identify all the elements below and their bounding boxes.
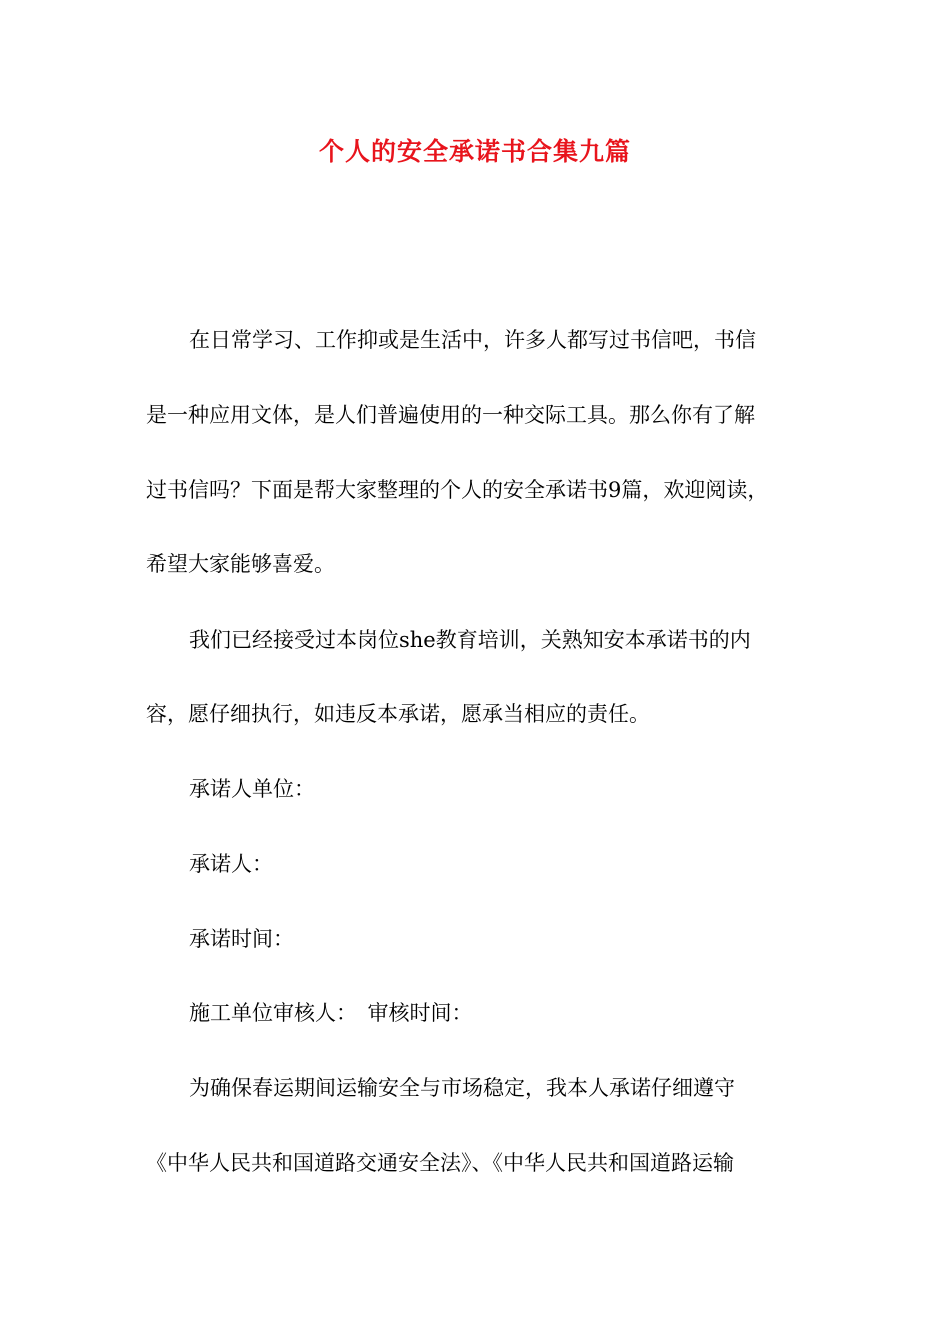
paragraph-2-line-2: 容，愿仔细执行，如违反本承诺，愿承当相应的责任。 [146,702,650,726]
document-title: 个人的安全承诺书合集九篇 [318,137,631,166]
paragraph-2-line-1: 我们已经接受过本岗位she教育培训，关熟知安本承诺书的内 [189,628,751,652]
paragraph-3-line-2: 《中华人民共和国道路交通安全法》、《中华人民共和国道路运输 [146,1151,734,1175]
paragraph-1-line-1: 在日常学习、工作抑或是生活中，许多人都写过书信吧，书信 [189,328,756,352]
reviewer-label: 施工单位审核人： 审核时间： [189,1001,473,1025]
paragraph-1-line-2: 是一种应用文体，是人们普遍使用的一种交际工具。那么你有了解 [146,403,755,427]
promisor-label: 承诺人： [189,852,273,876]
promise-time-label: 承诺时间： [189,927,294,951]
paragraph-1-line-4: 希望大家能够喜爱。 [146,552,335,576]
paragraph-3-line-1: 为确保春运期间运输安全与市场稳定，我本人承诺仔细遵守 [189,1076,735,1100]
paragraph-1-line-3: 过书信吗？下面是帮大家整理的个人的安全承诺书9篇，欢迎阅读， [146,478,769,502]
promisor-unit-label: 承诺人单位： [189,777,315,801]
